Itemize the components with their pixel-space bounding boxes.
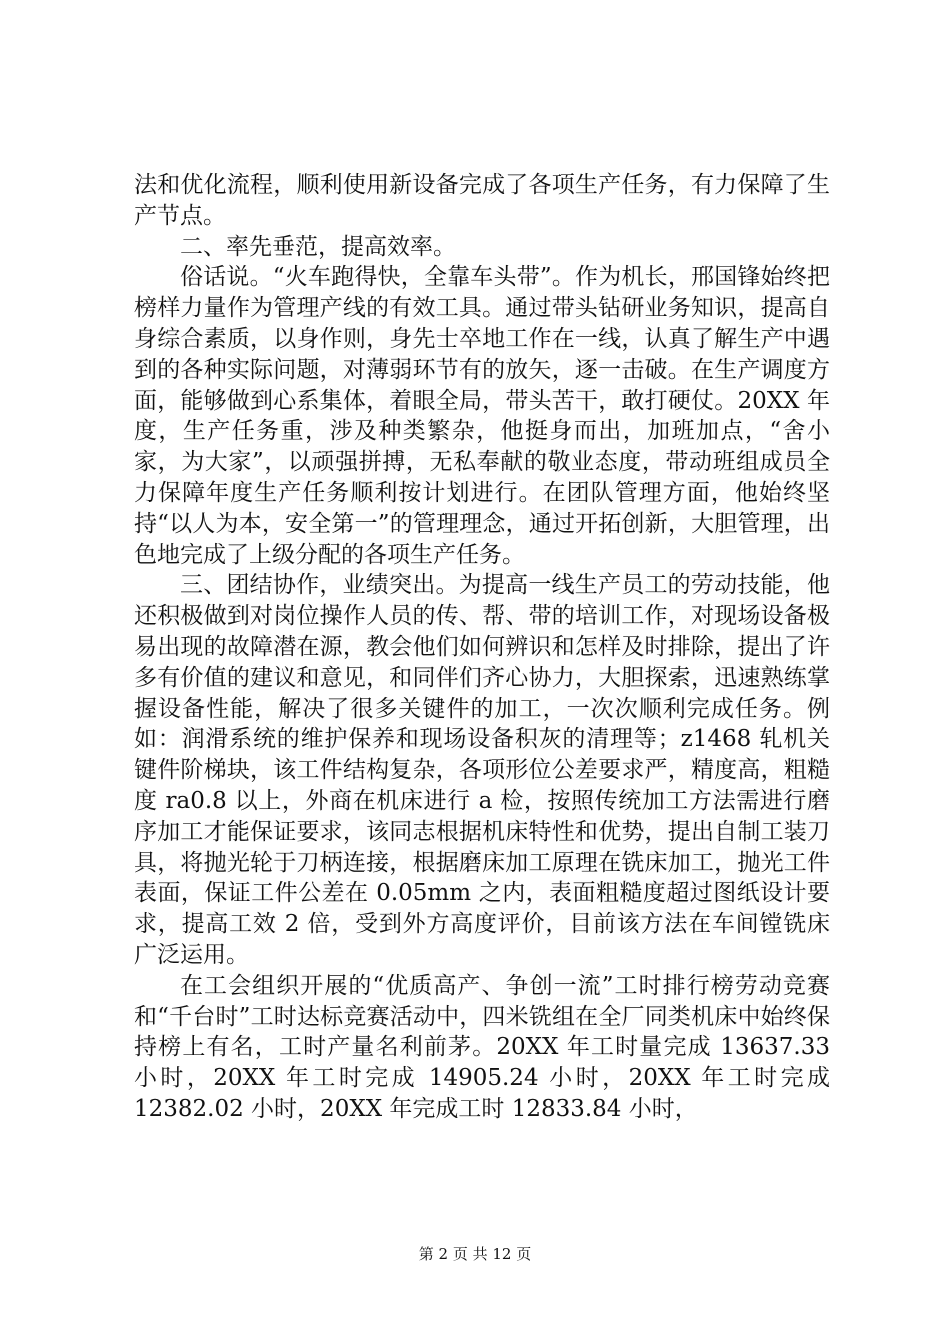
- section-heading-three-paragraph: 三、团结协作，业绩突出。为提高一线生产员工的劳动技能，他还积极做到对岗位操作人员的传、帮、带的培训工作，对现场设备极易出现的故障潜在源，教会他们如何辨识和怎样及时排除，提出了许多有价值的建议和意见，和同伴们齐心协力，大胆探索，迅速熟练掌握设备性能，解决了很多关键件的加工，一次次顺利完成任务。例如：润滑系统的维护保养和现场设备积灰的清理等；z1468 轧机关键件阶梯块，该工件结构复杂，各项形位公差要求严，精度高，粗糙度 ra0.8 以上，外商在机床进行 a 检，按照传统加工方法需进行磨序加工才能保证要求，该同志根据机床特性和优势，提出自制工装刀具，将抛光轮于刀柄连接，根据磨床加工原理在铣床加工，抛光工件表面，保证工件公差在 0.05mm 之内，表面粗糙度超过图纸设计要求，提高工效 2 倍，受到外方高度评价，目前该方法在车间镗铣床广泛运用。: [134, 572, 830, 968]
- paragraph-work-hours: 在工会组织开展的“优质高产、争创一流”工时排行榜劳动竞赛和“千台时”工时达标竞赛活动中，四米铣组在全厂同类机床中始终保持榜上有名，工时产量名利前茅。20XX 年工时量完成 13637.33 小时，20XX 年工时完成 14905.24 小时，20XX 年工时完成 12382.02 小时，20XX 年完成工时 12833.84 小时，: [134, 972, 830, 1122]
- document-body: [134, 170, 830, 1125]
- paragraph-continuation: 法和优化流程，顺利使用新设备完成了各项生产任务，有力保障了生产节点。: [134, 172, 830, 229]
- page-number-footer: 第 2 页 共 12 页: [418, 1245, 532, 1263]
- section-heading-two: 二、率先垂范，提高效率。: [180, 233, 456, 260]
- paragraph-leadership: 俗话说。“火车跑得快，全靠车头带”。作为机长，邢国锋始终把榜样力量作为管理产线的有效工具。通过带头钻研业务知识，提高自身综合素质，以身作则，身先士卒地工作在一线，认真了解生产中遇到的各种实际问题，对薄弱环节有的放矢，逐一击破。在生产调度方面，能够做到心系集体，着眼全局，带头苦干，敢打硬仗。20XX 年度，生产任务重，涉及种类繁杂，他挺身而出，加班加点，“舍小家，为大家”，以顽强拼搏，无私奉献的敬业态度，带动班组成员全力保障年度生产任务顺利按计划进行。在团队管理方面，他始终坚持“以人为本，安全第一”的管理理念，通过开拓创新，大胆管理，出色地完成了上级分配的各项生产任务。: [134, 264, 830, 568]
